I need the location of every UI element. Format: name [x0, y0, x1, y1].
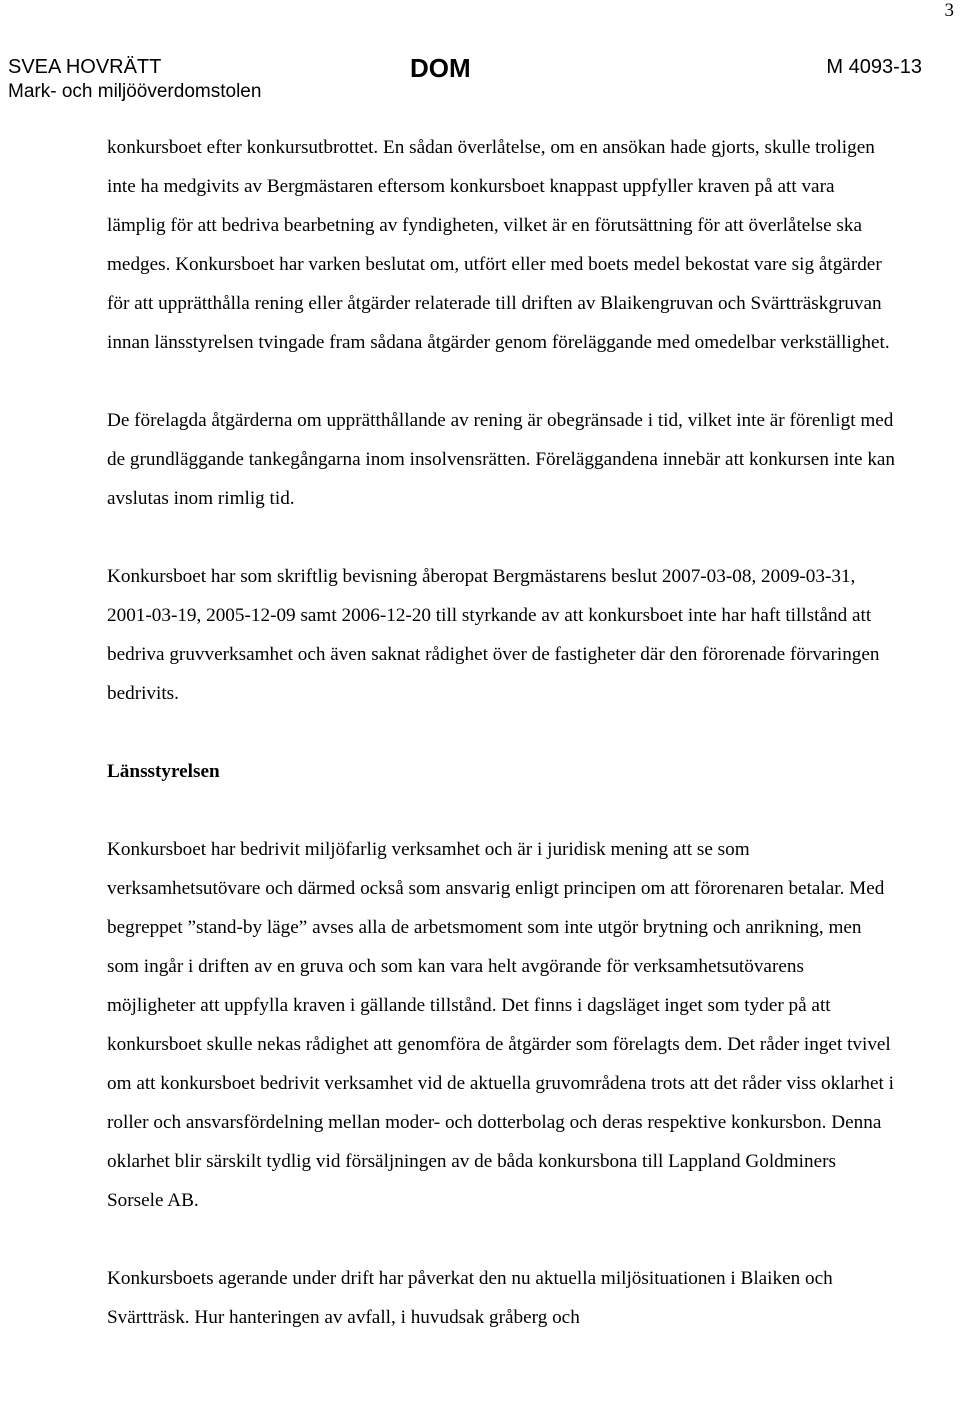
body-paragraph: Konkursboet har som skriftlig bevisning åberopat Bergmästarens beslut 2007-03-08, 2009-03-31, 2001-03-19, 2005-12-09 samt 2006-12-20 till styrkande av att konkursboet inte har haft tillstånd att bedriva gruvverksamhet och även saknat rådighet över de fastigheter där den förorenade förvaringen bedrivits.: [107, 566, 880, 704]
document-body: [107, 128, 897, 1337]
body-paragraph: De förelagda åtgärderna om upprätthållande av rening är obegränsade i tid, vilket inte är förenligt med de grundläggande tankegångarna inom insolvensrätten. Föreläggandena innebär att konkursen inte kan avslutas inom rimlig tid.: [107, 410, 896, 509]
document-type: DOM: [410, 53, 471, 83]
page-number: 3: [944, 0, 954, 21]
section-paragraph: Konkursboet har bedrivit miljöfarlig verksamhet och är i juridisk mening att se som verksamhetsutövare och därmed också som ansvarig enligt principen om att förorenaren betalar. Med begreppet ”stand-by läge” avses alla de arbetsmoment som inte utgör brytning och anrikning, men som ingår i driften av en gruva och som kan vara helt avgörande för verksamhetsutövarens möjligheter att uppfylla kraven i gällande tillstånd. Det finns i dagsläget inget som tyder på att konkursboet skulle nekas rådighet att genomföra de åtgärder som förelagts dem. Det råder inget tvivel om att konkursboet bedrivit verksamhet vid de aktuella gruvområdena trots att det råder viss oklarhet i roller och ansvarsfördelning mellan moder- och dotterbolag och deras respektive konkursbon. Denna oklarhet blir särskilt tydlig vid försäljningen av de båda konkursbona till Lappland Goldminers Sorsele AB.: [107, 839, 894, 1211]
document-header: [0, 54, 960, 104]
body-paragraph: konkursboet efter konkursutbrottet. En sådan överlåtelse, om en ansökan hade gjorts, skulle troligen inte ha medgivits av Bergmästaren eftersom konkursboet knappast uppfyller kraven på att vara lämplig för att bedriva bearbetning av fyndigheten, vilket är en förutsättning för att överlåtelse ska medges. Konkursboet har varken beslutat om, utfört eller med boets medel bekostat vare sig åtgärder för att upprätthålla rening eller åtgärder relaterade till driften av Blaikengruvan och Svärtträskgruvan innan länsstyrelsen tvingade fram sådana åtgärder genom föreläggande med omedelbar verkställighet.: [107, 137, 890, 353]
section-paragraph: Konkursboets agerande under drift har påverkat den nu aktuella miljösituationen i Blaiken och Svärtträsk. Hur hanteringen av avfall, i huvudsak gråberg och: [107, 1268, 833, 1328]
section-heading: Länsstyrelsen: [107, 761, 220, 782]
court-name: SVEA HOVRÄTT: [8, 56, 162, 78]
case-number: M 4093-13: [826, 56, 922, 78]
court-division: Mark- och miljööverdomstolen: [8, 81, 262, 102]
